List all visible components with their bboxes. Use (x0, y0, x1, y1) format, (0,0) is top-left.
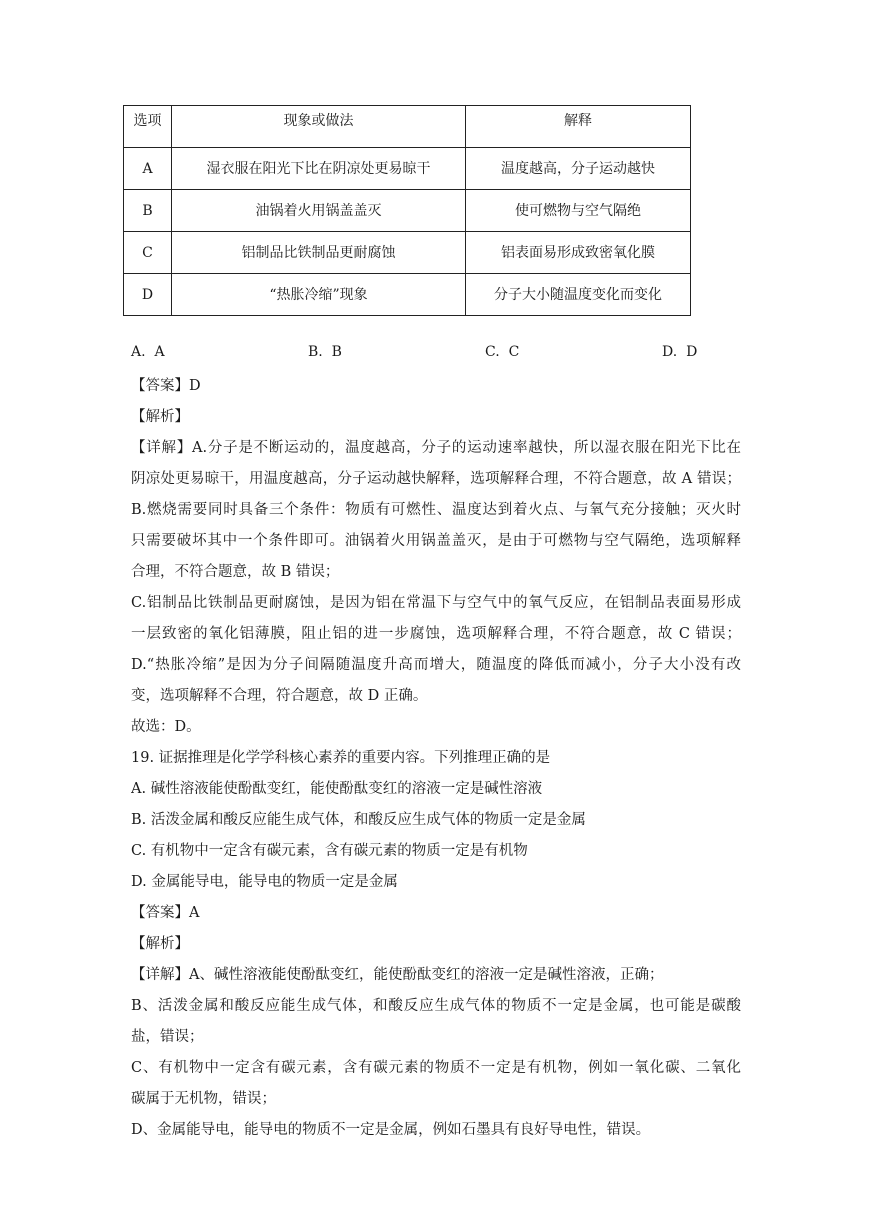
text-line: 只需要破坏其中一个条件即可。油锅着火用锅盖盖灭，是由于可燃物与空气隔绝，选项解释 (131, 533, 741, 549)
question-18-table (123, 105, 691, 316)
table-cell: 湿衣服在阳光下比在阴凉处更易晾干 (172, 148, 466, 190)
table-cell: “热胀冷缩”现象 (172, 274, 466, 316)
analysis-label: 【解析】 (131, 409, 189, 425)
text-line: D、金属能导电，能导电的物质不一定是金属，例如石墨具有良好导电性，错误。 (131, 1122, 651, 1138)
table-header-cell: 选项 (124, 106, 172, 148)
text-line: 合理，不符合题意，故 B 错误； (131, 564, 340, 580)
table-cell: A (124, 148, 172, 190)
text-line: 故选：D。 (131, 719, 201, 735)
text-line: 阴凉处更易晾干，用温度越高，分子运动越快解释，选项解释合理，不符合题意，故 A 错误； (131, 471, 741, 487)
text-line: 【详解】A、碱性溶液能使酚酞变红，能使酚酞变红的溶液一定是碱性溶液，正确； (131, 967, 664, 983)
answer-label: 【答案】D (131, 378, 201, 394)
text-line: B、活泼金属和酸反应能生成气体，和酸反应生成气体的物质不一定是金属，也可能是碳酸 (131, 998, 741, 1014)
question-19-option-c: C. 有机物中一定含有碳元素，含有碳元素的物质一定是有机物 (131, 843, 528, 859)
option-d: D. D (662, 344, 698, 360)
analysis-label: 【解析】 (131, 936, 189, 952)
text-line: 盐，错误； (131, 1029, 204, 1045)
text-line: 碳属于无机物，错误； (131, 1091, 276, 1107)
question-19-stem: 19. 证据推理是化学学科核心素养的重要内容。下列推理正确的是 (131, 750, 551, 766)
option-b: B. B (308, 344, 342, 360)
table-cell: 铝制品比铁制品更耐腐蚀 (172, 232, 466, 274)
table-cell: C (124, 232, 172, 274)
table-cell: B (124, 190, 172, 232)
table-cell: D (124, 274, 172, 316)
body-text (131, 376, 741, 1151)
option-c: C. C (485, 344, 520, 360)
table-row (124, 148, 691, 190)
table-header-cell: 解释 (466, 106, 691, 148)
table-cell: 温度越高，分子运动越快 (466, 148, 691, 190)
question-19-option-b: B. 活泼金属和酸反应能生成气体，和酸反应生成气体的物质一定是金属 (131, 812, 586, 828)
text-line: 一层致密的氧化铝薄膜，阻止铝的进一步腐蚀，选项解释合理，不符合题意，故 C 错误； (131, 626, 741, 642)
table-row (124, 274, 691, 316)
table-cell: 分子大小随温度变化而变化 (466, 274, 691, 316)
text-line: 变，选项解释不合理，符合题意，故 D 正确。 (131, 688, 428, 704)
question-19-option-a: A. 碱性溶液能使酚酞变红，能使酚酞变红的溶液一定是碱性溶液 (131, 781, 543, 797)
table-header-row (124, 106, 691, 148)
question-18-options (131, 344, 731, 364)
option-a: A. A (131, 344, 165, 360)
text-line: D.“热胀冷缩”是因为分子间隔随温度升高而增大，随温度的降低而减小，分子大小没有改 (131, 657, 741, 673)
text-line: 【详解】A.分子是不断运动的，温度越高，分子的运动速率越快，所以湿衣服在阳光下比在 (131, 440, 741, 456)
table-cell: 铝表面易形成致密氧化膜 (466, 232, 691, 274)
table-header-cell: 现象或做法 (172, 106, 466, 148)
text-line: C、有机物中一定含有碳元素，含有碳元素的物质不一定是有机物，例如一氧化碳、二氧化 (131, 1060, 741, 1076)
table-row (124, 232, 691, 274)
text-line: B.燃烧需要同时具备三个条件：物质有可燃性、温度达到着火点、与氧气充分接触；灭火时 (131, 502, 741, 518)
table-row (124, 190, 691, 232)
table-cell: 油锅着火用锅盖盖灭 (172, 190, 466, 232)
question-19-option-d: D. 金属能导电，能导电的物质一定是金属 (131, 874, 398, 890)
answer-label: 【答案】A (131, 905, 200, 921)
table-cell: 使可燃物与空气隔绝 (466, 190, 691, 232)
text-line: C.铝制品比铁制品更耐腐蚀，是因为铝在常温下与空气中的氧气反应，在铝制品表面易形成 (131, 595, 741, 611)
